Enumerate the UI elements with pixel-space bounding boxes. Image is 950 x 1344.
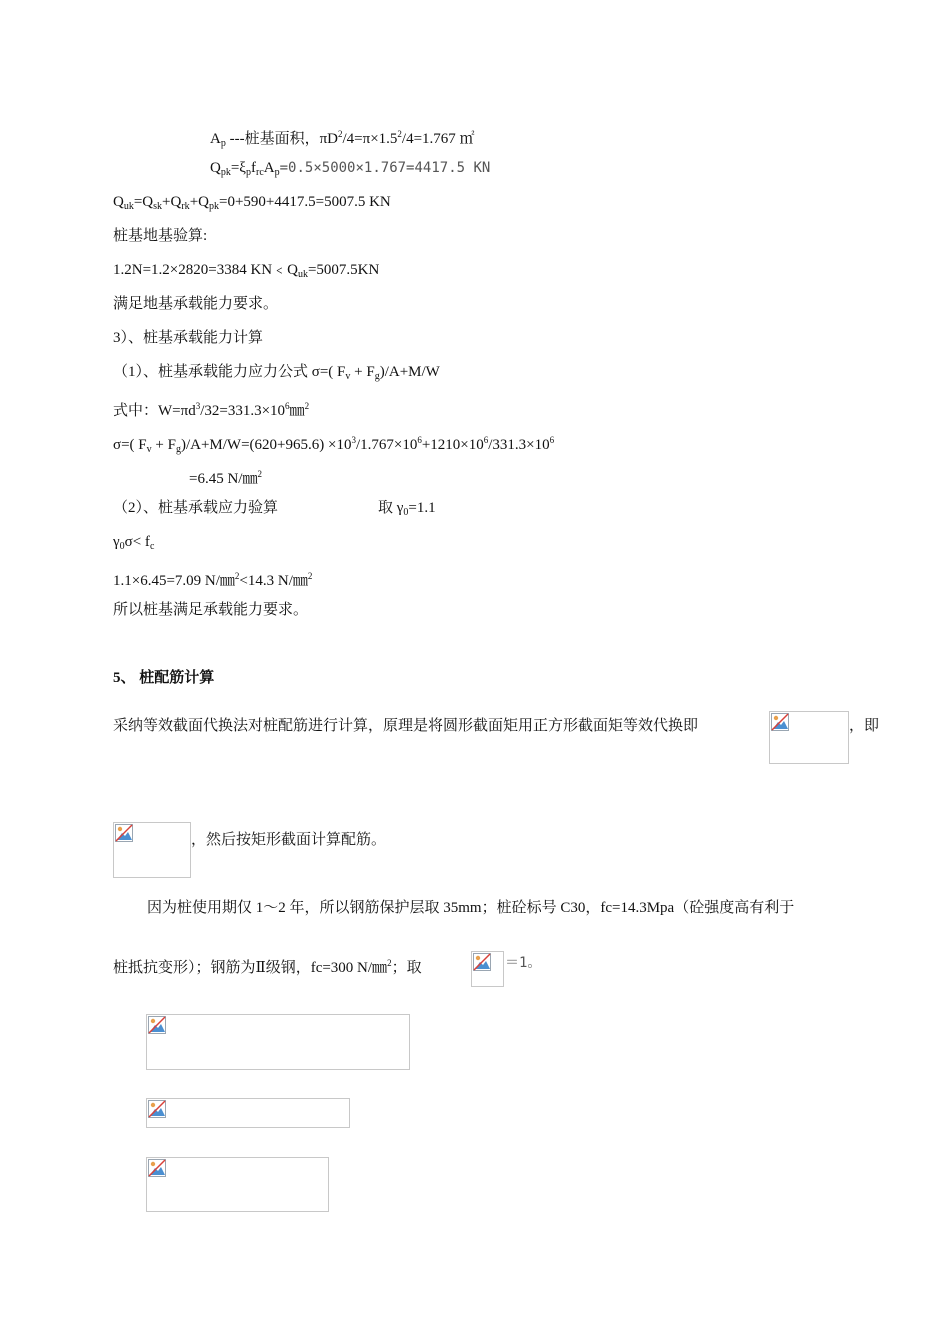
paragraph-4-text: 桩抵抗变形）；钢筋为Ⅱ级钢，fc=300 N/㎜$^2$；取 xyxy=(113,958,422,976)
equation-image-4 xyxy=(146,1014,410,1070)
quk-formula-line: $Q_{uk}=Q_{sk}+Q_{rk}+Q_{pk}=0+590+4417.5=5007.5$ KN xyxy=(113,194,391,212)
stress-result-line: =6.45 N/㎜$^2$ xyxy=(189,469,262,487)
gamma-value: 取 $\gamma_0=1.1$ xyxy=(378,500,436,518)
equation-image-3 xyxy=(471,951,504,987)
section-5-heading: 5、 桩配筋计算 xyxy=(113,670,215,686)
foundation-result-text: 满足地基承载能力要求。 xyxy=(113,296,279,312)
broken-image-icon xyxy=(115,824,133,842)
pile-area-line: $A_p$ ---桩基面积，$\pi D^2/4=\pi\times 1.5^2/4=1.767$ ㎡ xyxy=(210,129,475,149)
broken-image-icon xyxy=(148,1100,166,1118)
equation-image-6 xyxy=(146,1157,329,1212)
paragraph-1-text: 采纳等效截面代换法对桩配筋进行计算，原理是将圆形截面矩用正方形截面矩等效代换即 xyxy=(113,718,699,734)
stress-check-calc: 1.1×6.45=7.09 N/㎜$^2$<14.3 N/㎜$^2$ xyxy=(113,571,313,589)
equation-image-1 xyxy=(769,711,849,764)
broken-image-icon xyxy=(473,953,491,971)
paragraph-4-tail: ＝1。 xyxy=(505,955,542,971)
paragraph-3-text: 因为桩使用期仅 1～2 年，所以钢筋保护层取 35mm；桩砼标号 C30，fc=14.3Mpa（砼强度高有利于 xyxy=(147,900,795,916)
section-modulus-line: 式中：$W=\pi d^3/32=331.3\times 10^6㎜^2$ xyxy=(113,401,310,419)
broken-image-icon xyxy=(148,1159,166,1177)
stress-condition-line: $\gamma_0\sigma< f_c$ xyxy=(113,534,155,552)
broken-image-icon xyxy=(148,1016,166,1034)
broken-image-icon xyxy=(771,713,789,731)
paragraph-1-tail: ，即 xyxy=(849,718,880,734)
paragraph-2-text: ，然后按矩形截面计算配筋。 xyxy=(191,832,387,848)
capacity-result-text: 所以桩基满足承载能力要求。 xyxy=(113,602,309,618)
stress-calc-line: σ=( $F_v + F_g)/A+M/W=(620+965.6) \times 10^3/1.767\times 10^6+1210\times 10^6/331.3\times 10^6$ xyxy=(113,435,555,455)
stress-formula-line: （1）、桩基承载能力应力公式 σ=( $F_v + F_g)/A+M/W$ xyxy=(113,364,440,382)
equation-image-2 xyxy=(113,822,191,878)
foundation-check-line: 1.2N=1.2×2820=3384 $KN﹤Q_{uk}=5007.5KN$ xyxy=(113,262,380,280)
section-3-title: 3）、桩基承载能力计算 xyxy=(113,330,264,346)
foundation-check-label: 桩基地基验算: xyxy=(113,228,208,244)
equation-image-5 xyxy=(146,1098,350,1128)
qpk-formula-line: $Q_{pk}=\xi_pf_{rc}A_p=0.5\times 5000\times 1.767=4417.5$ KN xyxy=(210,160,491,178)
stress-check-title: （2）、桩基承载应力验算 xyxy=(113,500,279,516)
